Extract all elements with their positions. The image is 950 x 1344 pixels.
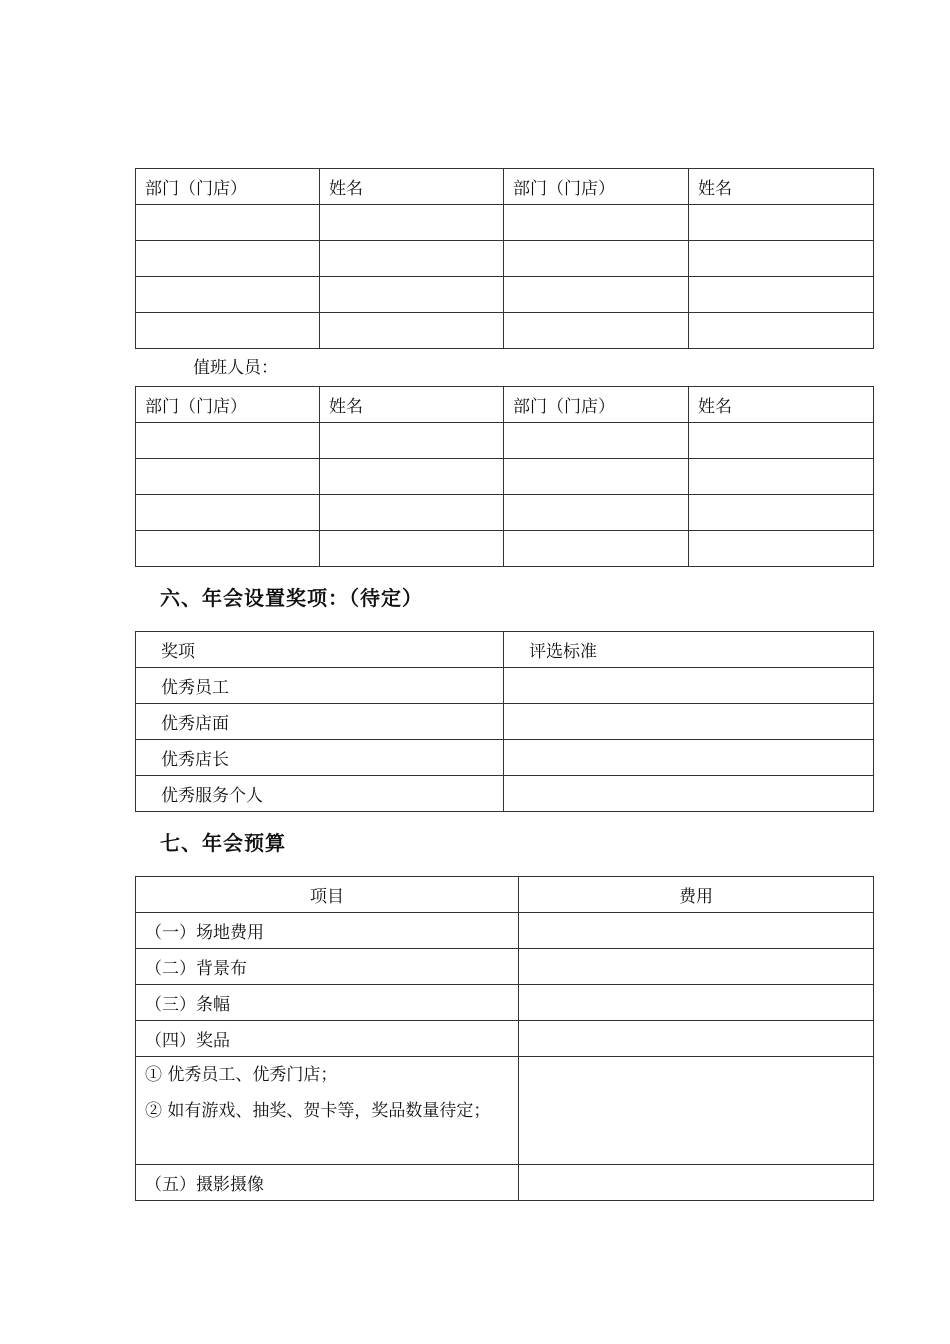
table-row [136,1021,874,1057]
table-cell[interactable] [689,277,874,313]
table-row [136,985,874,1021]
table-cell[interactable] [320,241,504,277]
table-cell[interactable] [136,531,320,567]
table-row [136,531,874,567]
table-cell[interactable] [519,1165,874,1201]
table-cell[interactable] [504,241,689,277]
header-cell: 费用 [519,877,874,913]
table-cell[interactable] [136,495,320,531]
header-cell: 姓名 [689,169,874,205]
table-cell[interactable] [504,740,874,776]
table-row [136,277,874,313]
table-cell[interactable] [519,1021,874,1057]
header-cell: 项目 [136,877,519,913]
table-cell[interactable] [504,277,689,313]
table-cell[interactable] [504,668,874,704]
header-cell: 部门（门店） [136,387,320,423]
table-cell[interactable] [320,277,504,313]
staff-table [135,168,874,349]
table-cell[interactable] [689,459,874,495]
awards-heading: 六、年会设置奖项：（待定） [160,586,423,610]
table-cell[interactable] [136,277,320,313]
table-cell[interactable] [320,531,504,567]
table-cell[interactable] [136,205,320,241]
header-cell: 姓名 [320,169,504,205]
table-row [136,776,874,812]
prize-note-line-2: ② 如有游戏、抽奖、贺卡等，奖品数量待定； [145,1101,491,1121]
header-cell: 评选标准 [504,632,874,668]
table-row [136,459,874,495]
table-cell[interactable] [320,423,504,459]
prize-note-cell [136,1057,519,1165]
table-cell[interactable] [320,495,504,531]
table-cell[interactable] [519,1057,874,1165]
table-cell[interactable] [689,495,874,531]
table-row [136,205,874,241]
table-cell[interactable] [136,423,320,459]
budget-item: （二）背景布 [136,949,519,985]
table-row [136,1165,874,1201]
budget-heading: 七、年会预算 [160,831,286,855]
table-header-row [136,632,874,668]
header-cell: 奖项 [136,632,504,668]
table-cell[interactable] [689,531,874,567]
budget-item: （三）条幅 [136,985,519,1021]
table-cell[interactable] [504,704,874,740]
table-cell[interactable] [504,205,689,241]
table-cell[interactable] [689,423,874,459]
table-cell[interactable] [519,913,874,949]
table-cell[interactable] [519,949,874,985]
table-cell[interactable] [504,459,689,495]
award-name: 优秀服务个人 [136,776,504,812]
table-cell[interactable] [689,313,874,349]
duty-staff-label: 值班人员： [193,358,278,378]
table-row [136,668,874,704]
award-name: 优秀店面 [136,704,504,740]
table-row [136,313,874,349]
award-name: 优秀店长 [136,740,504,776]
table-row [136,241,874,277]
header-cell: 部门（门店） [504,169,689,205]
table-cell[interactable] [689,205,874,241]
header-cell: 部门（门店） [136,169,320,205]
budget-item: （五）摄影摄像 [136,1165,519,1201]
table-row [136,495,874,531]
table-cell[interactable] [320,205,504,241]
header-cell: 姓名 [689,387,874,423]
budget-table [135,876,874,1201]
table-row [136,740,874,776]
table-cell[interactable] [136,313,320,349]
table-cell[interactable] [136,241,320,277]
table-row [136,949,874,985]
table-cell[interactable] [504,776,874,812]
table-cell[interactable] [504,313,689,349]
table-row [136,704,874,740]
prize-note-line-1: ① 优秀员工、优秀门店； [145,1065,338,1085]
table-cell[interactable] [519,985,874,1021]
table-header-row [136,387,874,423]
budget-item: （一）场地费用 [136,913,519,949]
budget-item: （四）奖品 [136,1021,519,1057]
table-cell[interactable] [504,495,689,531]
table-cell[interactable] [504,531,689,567]
table-row [136,423,874,459]
table-header-row [136,877,874,913]
table-cell[interactable] [136,459,320,495]
table-cell[interactable] [320,459,504,495]
header-cell: 姓名 [320,387,504,423]
table-row [136,913,874,949]
table-cell[interactable] [504,423,689,459]
table-cell[interactable] [320,313,504,349]
awards-table [135,631,874,812]
header-cell: 部门（门店） [504,387,689,423]
table-row [136,1057,874,1165]
duty-table [135,386,874,567]
table-cell[interactable] [689,241,874,277]
table-header-row [136,169,874,205]
award-name: 优秀员工 [136,668,504,704]
